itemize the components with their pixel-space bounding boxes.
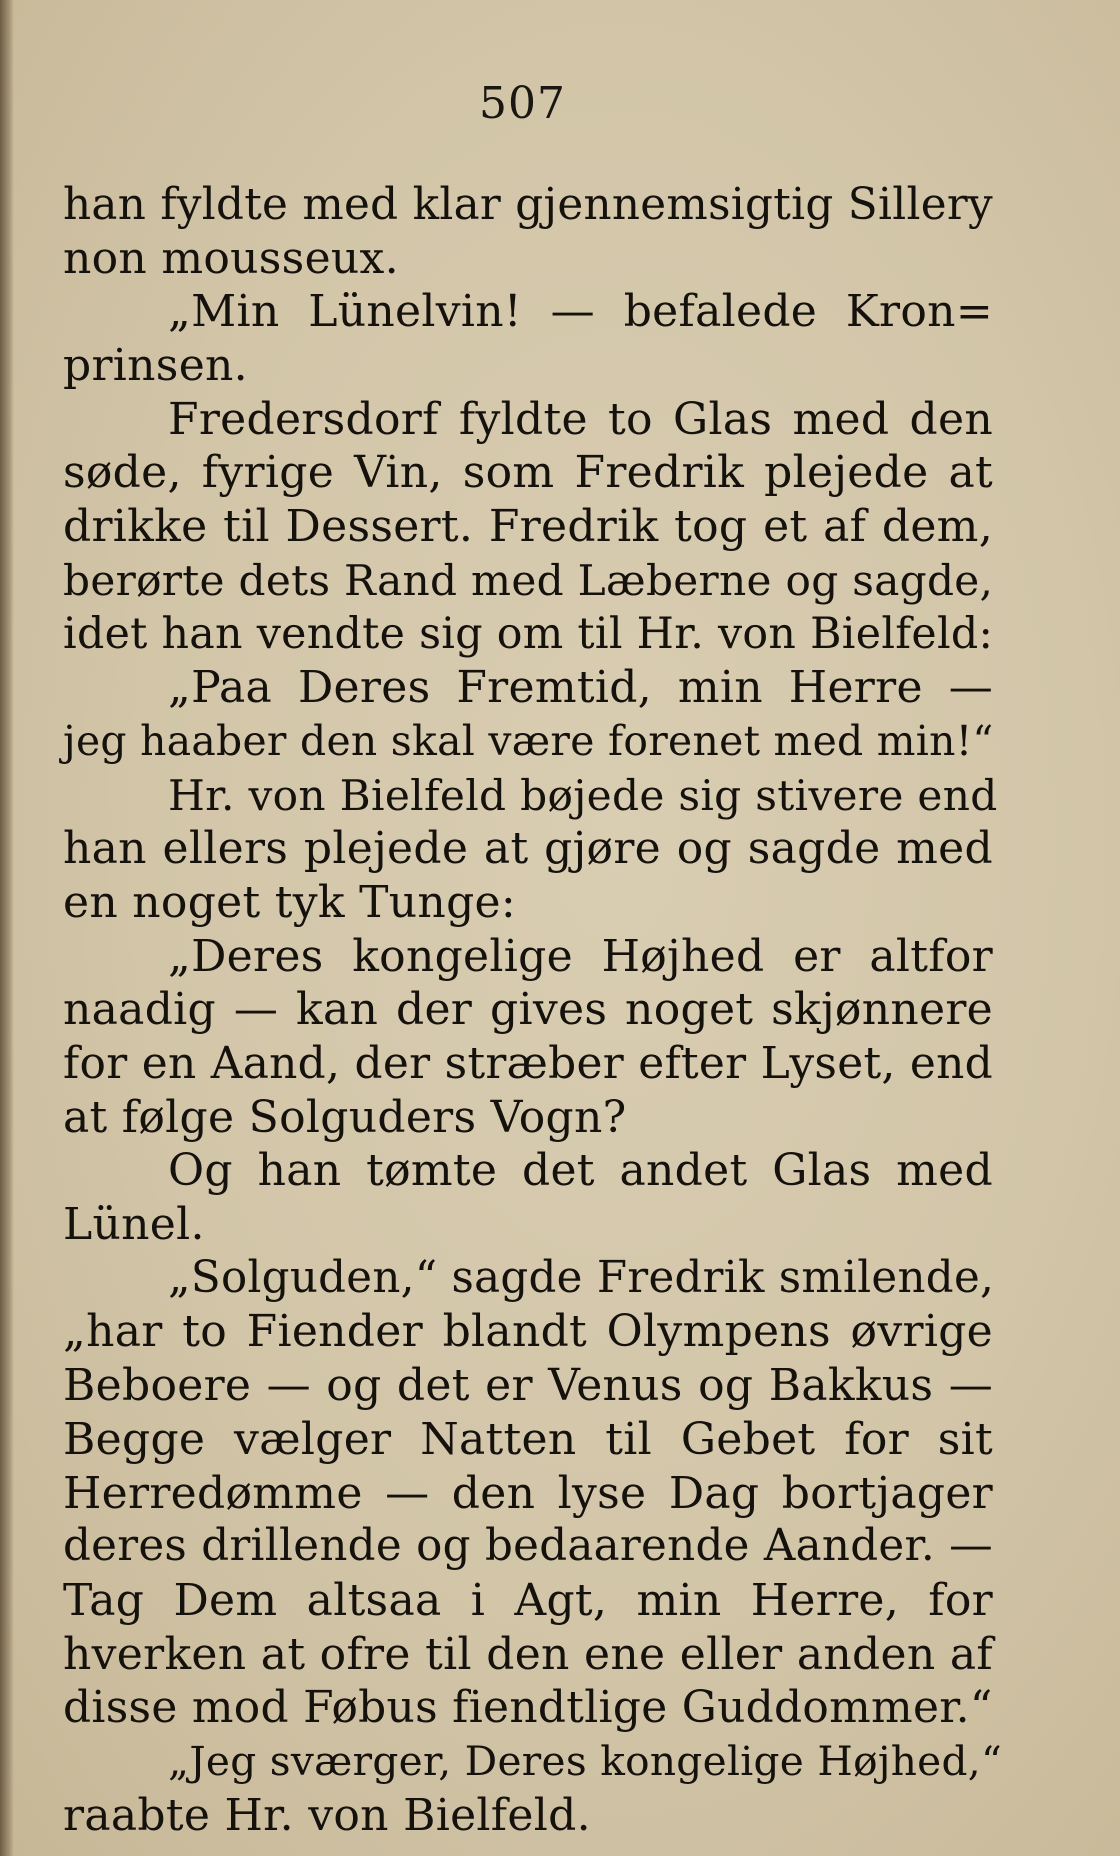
- text-line: drikke til Dessert. Fredrik tog et af dem,: [63, 501, 993, 553]
- text-line: idet han vendte sig om til Hr. von Bielfeld:: [63, 608, 994, 659]
- text-line: „Deres kongelige Højhed er altfor: [168, 930, 993, 982]
- text-line: jeg haaber den skal være forenet med min!“: [63, 716, 994, 765]
- text-line: for en Aand, der stræber efter Lyset, end: [63, 1038, 993, 1089]
- text-line: at følge Solguders Vogn?: [63, 1091, 627, 1143]
- text-line: disse mod Føbus fiendtlige Guddommer.“: [63, 1682, 993, 1734]
- text-line: „Min Lünelvin! — befalede Kron=: [168, 286, 993, 338]
- text-line: Lünel.: [63, 1199, 205, 1251]
- text-line: „Paa Deres Fremtid, min Herre —: [168, 662, 993, 714]
- text-line: hverken at ofre til den ene eller anden af: [63, 1628, 993, 1680]
- text-line: søde, fyrige Vin, som Fredrik plejede at: [63, 447, 993, 499]
- text-line: Tag Dem altsaa i Agt, min Herre, for: [63, 1574, 993, 1626]
- text-line: „Solguden,“ sagde Fredrik smilende,: [168, 1252, 995, 1303]
- text-line: Og han tømte det andet Glas med: [168, 1145, 993, 1197]
- text-line: „Jeg sværger, Deres kongelige Højhed,“: [168, 1736, 1003, 1785]
- text-line: Fredersdorf fyldte to Glas med den: [168, 393, 993, 445]
- book-spine-edge: [0, 0, 14, 1856]
- text-line: Hr. von Bielfeld bøjede sig stivere end: [168, 770, 998, 820]
- text-line: „har to Fiender blandt Olympens øvrige: [63, 1306, 993, 1358]
- page-number: 507: [479, 78, 566, 129]
- body-text: [63, 178, 1003, 1842]
- text-line: Herredømme — den lyse Dag bortjager: [63, 1467, 993, 1519]
- text-line: en noget tyk Tunge:: [63, 876, 517, 928]
- text-line: han fyldte med klar gjennemsigtig Sillery: [63, 179, 993, 230]
- text-line: berørte dets Rand med Læberne og sagde,: [63, 555, 994, 605]
- text-line: raabte Hr. von Bielfeld.: [63, 1789, 591, 1841]
- text-line: Beboere — og det er Venus og Bakkus —: [63, 1360, 993, 1412]
- text-line: prinsen.: [63, 340, 248, 392]
- text-line: naadig — kan der gives noget skjønnere: [63, 984, 993, 1036]
- text-line: deres drillende og bedaarende Aander. —: [63, 1521, 993, 1572]
- text-line: Begge vælger Natten til Gebet for sit: [63, 1413, 993, 1465]
- text-line: non mousseux.: [63, 232, 399, 284]
- text-line: han ellers plejede at gjøre og sagde med: [63, 823, 993, 875]
